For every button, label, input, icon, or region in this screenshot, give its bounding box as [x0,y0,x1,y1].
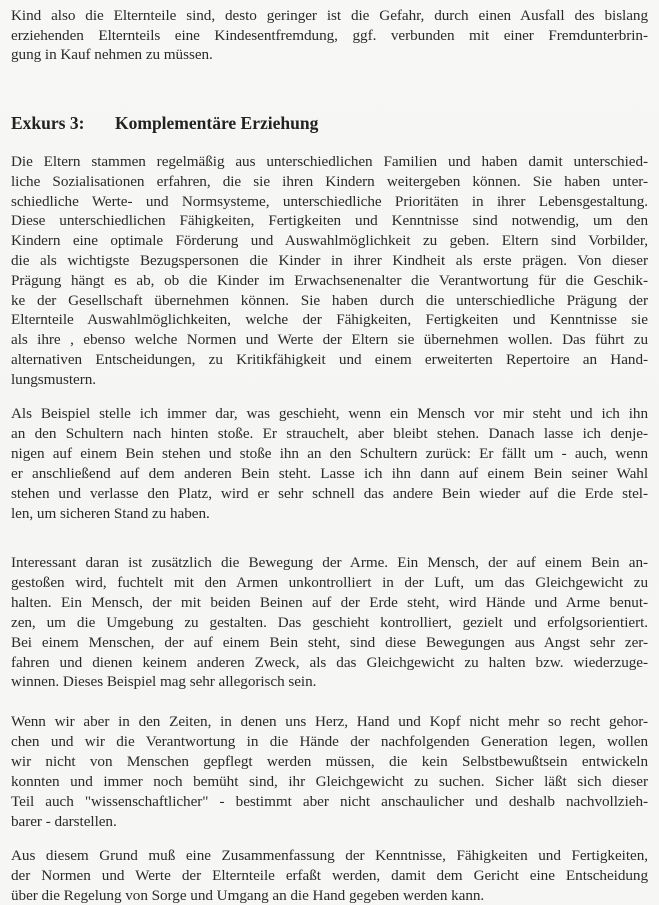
paragraph-2-line: stehen und verlasse den Platz, wird er sehr schnell das andere Bein wieder auf die Erde stel- [11,485,648,502]
paragraph-2-line: an den Schultern nach hinten stoße. Er strauchelt, aber bleibt stehen. Danach lasse ich denje- [11,425,648,442]
paragraph-5-line: Aus diesem Grund muß eine Zusammenfassung der Kenntnisse, Fähigkeiten und Fertigkeiten, [11,847,648,864]
paragraph-4-line: Wenn wir aber in den Zeiten, in denen uns Herz, Hand und Kopf nicht mehr so recht gehor- [11,713,648,730]
paragraph-3-line: zen, um die Umgebung zu gestalten. Das geschieht kontrolliert, gezielt und erfolgsorientiert. [11,614,648,631]
paragraph-1-line: als ihre , ebenso welche Normen und Werte der Eltern sie übernehmen wollen. Das führt zu [11,331,648,348]
paragraph-1-line: Kindern eine optimale Förderung und Auswahlmöglichkeit zu geben. Eltern sind Vorbilder, [11,232,648,249]
paragraph-1-line: lungsmustern. [11,371,96,388]
section-title: Komplementäre Erziehung [115,113,319,133]
paragraph-5-line: der Normen und Werte der Elternteile erfaßt werden, damit dem Gericht eine Entscheidung [11,867,648,884]
paragraph-1-line: alternativen Entscheidungen, zu Kritikfähigkeit und einem erweiterten Repertoire an Hand- [11,351,648,368]
paragraph-1-line: liche Sozialisationen erfahren, die sie ihren Kindern weitergeben können. Sie haben unter- [11,173,648,190]
intro-paragraph-line: erziehenden Elternteils eine Kindesentfremdung, ggf. verbunden mit einer Fremdunterbrin- [11,27,648,44]
paragraph-1-line: Elternteile Auswahlmöglichkeiten, welche der Fähigkeiten, Fertigkeiten und Kenntnisse sie [11,311,648,328]
paragraph-1-line: schiedliche Werte- und Normsysteme, unterschiedliche Prioritäten in ihrer Lebensgestaltung. [11,193,648,210]
paragraph-3-line: fahren und dienen keinem anderen Zweck, als das Gleichgewicht zu halten bzw. wiederzuge- [11,654,648,671]
paragraph-1-line: Diese unterschiedlichen Fähigkeiten, Fertigkeiten und Kenntnisse sind notwendig, um den [11,212,648,229]
intro-paragraph-line: gung in Kauf nehmen zu müssen. [11,46,213,63]
paragraph-1-line: ke der Gesellschaft übernehmen können. Sie haben durch die unterschiedliche Prägung der [11,292,648,309]
paragraph-1-line: Die Eltern stammen regelmäßig aus unterschiedlichen Familien und haben damit unterschied- [11,153,648,170]
section-heading [11,112,318,134]
intro-paragraph-line: Kind also die Elternteile sind, desto geringer ist die Gefahr, durch einen Ausfall des bislang [11,7,648,24]
paragraph-4-line: Teil auch "wissenschaftlicher" - bestimmt aber nicht anschaulicher und deshalb nachvollzieh- [11,793,648,810]
paragraph-3-line: Interessant daran ist zusätzlich die Bewegung der Arme. Ein Mensch, der auf einem Bein an- [11,554,648,571]
paragraph-4-line: wir nicht von Menschen gepflegt werden müssen, die kein Selbstbewußtsein entwickeln [11,753,648,770]
paragraph-2-line: er anschließend auf dem anderen Bein steht. Lasse ich ihn dann auf einem Bein seiner Wahl [11,465,648,482]
section-number: Exkurs 3: [11,113,85,133]
paragraph-1-line: Prägung hängt es ab, ob die Kinder im Erwachsenenalter die Verantwortung für die Geschik- [11,272,648,289]
paragraph-4-line: barer - darstellen. [11,813,117,830]
paragraph-4-line: konnten und immer noch bemüht sind, ihr Gleichgewicht zu suchen. Sicher läßt sich dieser [11,773,648,790]
paragraph-2-line: Als Beispiel stelle ich immer dar, was geschieht, wenn ein Mensch vor mir steht und ich ihn [11,405,648,422]
paragraph-3-line: Bei einem Menschen, der auf einem Bein steht, sind diese Bewegungen aus Angst sehr zer- [11,634,648,651]
paragraph-4-line: chen und wir die Verantwortung in die Hände der nachfolgenden Generation legen, wollen [11,733,648,750]
paragraph-3-line: gestoßen wird, fuchtelt mit den Armen unkontrolliert in der Luft, um das Gleichgewicht zu [11,574,648,591]
paragraph-1-line: die als wichtigste Bezugspersonen die Kinder in ihrer Kindheit als erste prägen. Von dieser [11,252,648,269]
paragraph-2-line: len, um sicheren Stand zu haben. [11,505,210,522]
paragraph-2-line: nigen auf einem Bein stehen und stoße ihn an den Schultern zurück: Er fällt um - auch, wenn [11,445,648,462]
paragraph-5-line: über die Regelung von Sorge und Umgang an die Hand gegeben werden kann. [11,887,485,904]
paragraph-3-line: halten. Ein Mensch, der mit beiden Beinen auf der Erde steht, wird Hände und Arme benut- [11,594,648,611]
paragraph-3-line: winnen. Dieses Beispiel mag sehr allegorisch sein. [11,673,317,690]
